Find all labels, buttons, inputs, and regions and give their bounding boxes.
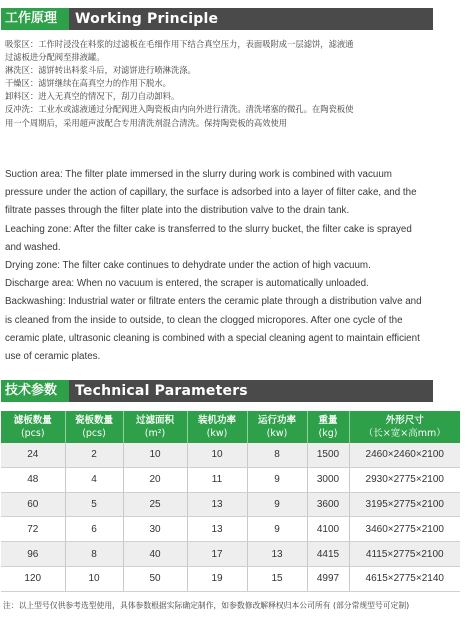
- footnote: 注：以上型号仅供参考选型使用，具体参数根据实际确定制作，如参数修改解释权归本公司所有 (部分常规型号可定制): [3, 601, 410, 610]
- table-cell: 30: [123, 517, 187, 542]
- table-cell: 60: [1, 492, 65, 517]
- table-cell: 4115×2775×2100: [349, 542, 460, 567]
- table-cell: 2930×2775×2100: [349, 467, 460, 492]
- column-header: 瓷板数量 (pcs): [65, 411, 123, 443]
- technical-parameters-title-en: Technical Parameters: [69, 380, 433, 402]
- table-cell: 4997: [307, 566, 349, 591]
- table-cell: 10: [123, 443, 187, 467]
- table-row: [1, 467, 460, 492]
- table-cell: 13: [247, 542, 307, 567]
- table-cell: 24: [1, 443, 65, 467]
- working-principle-title-cn: 工作原理: [1, 8, 69, 30]
- table-cell: 25: [123, 492, 187, 517]
- parameters-table: [1, 411, 460, 592]
- en-line: and washed.: [5, 241, 61, 253]
- table-cell: 2: [65, 443, 123, 467]
- table-cell: 9: [247, 467, 307, 492]
- column-header: 外形尺寸 （长×宽×高mm）: [349, 411, 460, 443]
- table-cell: 2460×2460×2100: [349, 443, 460, 467]
- table-cell: 13: [187, 517, 247, 542]
- table-cell: 5: [65, 492, 123, 517]
- working-principle-title-en: Working Principle: [69, 8, 433, 30]
- working-principle-en-text: [5, 166, 435, 366]
- table-cell: 10: [65, 566, 123, 591]
- table-cell: 4615×2775×2140: [349, 566, 460, 591]
- table-cell: 8: [247, 443, 307, 467]
- en-line: Suction area: The filter plate immersed in the slurry during work is combined with vacuum: [5, 169, 392, 180]
- table-cell: 3195×2775×2100: [349, 492, 460, 517]
- table-row: [1, 566, 460, 591]
- table-cell: 3600: [307, 492, 349, 517]
- table-cell: 6: [65, 517, 123, 542]
- en-line: use of ceramic plates.: [5, 351, 101, 363]
- en-line: is cleaned from the inside to outside, to clean the clogged micropores. After one cycle of the: [5, 314, 403, 326]
- column-header: 滤板数量 (pcs): [1, 411, 65, 443]
- en-line: Leaching zone: After the filter cake is transferred to the slurry bucket, the filter cake is sprayed: [5, 223, 412, 235]
- cn-line: 用一个周期后，采用超声波配合专用清洗剂混合清洗。保持陶瓷板的高效使用: [5, 117, 288, 128]
- cn-line: 卸料区：进入无真空的情况下，刮刀自动卸料。: [5, 91, 180, 102]
- technical-parameters-title-cn: 技术参数: [1, 380, 69, 402]
- technical-parameters-header: [1, 380, 433, 402]
- table-cell: 3000: [307, 467, 349, 492]
- cn-line: 过滤板进分配阀至排液罐。: [5, 52, 105, 63]
- column-header: 装机功率 (kw): [187, 411, 247, 443]
- en-line: Backwashing: Industrial water or filtrate enters the ceramic plate through a distribution valve and: [5, 296, 422, 308]
- cn-line: 淋洗区：滤饼转出料浆斗后，对滤饼进行喷淋洗涤。: [5, 65, 196, 76]
- en-line: filtrate passes through the filter plate into the distribution valve to the drain tank.: [5, 205, 350, 217]
- cn-line: 吸浆区：工作时浸没在料浆的过滤板在毛细作用下结合真空压力，表面吸附成一层滤饼，滤液通: [5, 39, 354, 49]
- cn-line: 反冲洗：工业水或滤液通过分配阀进入陶瓷板由内向外进行清洗。清洗堵塞的微孔。在陶瓷板使: [5, 104, 354, 115]
- table-row: [1, 492, 460, 517]
- table-cell: 19: [187, 566, 247, 591]
- table-cell: 96: [1, 542, 65, 567]
- table-row: [1, 517, 460, 542]
- table-cell: 72: [1, 517, 65, 542]
- en-line: pressure under the action of capillary, the surface is adsorbed into a layer of filter cake, and the: [5, 187, 417, 199]
- table-cell: 4100: [307, 517, 349, 542]
- table-cell: 13: [187, 492, 247, 517]
- table-cell: 3460×2775×2100: [349, 517, 460, 542]
- table-cell: 4: [65, 467, 123, 492]
- table-cell: 8: [65, 542, 123, 567]
- table-cell: 120: [1, 566, 65, 591]
- table-cell: 4415: [307, 542, 349, 567]
- en-line: Drying zone: The filter cake continues to dehydrate under the action of high vacuum.: [5, 260, 371, 272]
- en-line: Discharge area: When no vacuum is entered, the scraper is automatically unloaded.: [5, 278, 369, 290]
- column-header: 过滤面积 (m²): [123, 411, 187, 443]
- table-cell: 48: [1, 467, 65, 492]
- column-header: 重量 (kg): [307, 411, 349, 443]
- table-cell: 11: [187, 467, 247, 492]
- table-cell: 9: [247, 517, 307, 542]
- working-principle-cn-text: [5, 38, 435, 130]
- table-cell: 10: [187, 443, 247, 467]
- working-principle-header: [1, 8, 433, 30]
- cn-line: 干燥区：滤饼继续在高真空力的作用下脱水。: [5, 78, 171, 89]
- table-cell: 9: [247, 492, 307, 517]
- table-header-row: [1, 411, 460, 443]
- table-cell: 20: [123, 467, 187, 492]
- table-cell: 15: [247, 566, 307, 591]
- column-header: 运行功率 (kw): [247, 411, 307, 443]
- table-row: [1, 443, 460, 467]
- table-cell: 40: [123, 542, 187, 567]
- table-row: [1, 542, 460, 567]
- table-cell: 17: [187, 542, 247, 567]
- table-cell: 1500: [307, 443, 349, 467]
- en-line: ceramic plate, ultrasonic cleaning is combined with a special cleaning agent to maintain efficient: [5, 332, 420, 344]
- table-cell: 50: [123, 566, 187, 591]
